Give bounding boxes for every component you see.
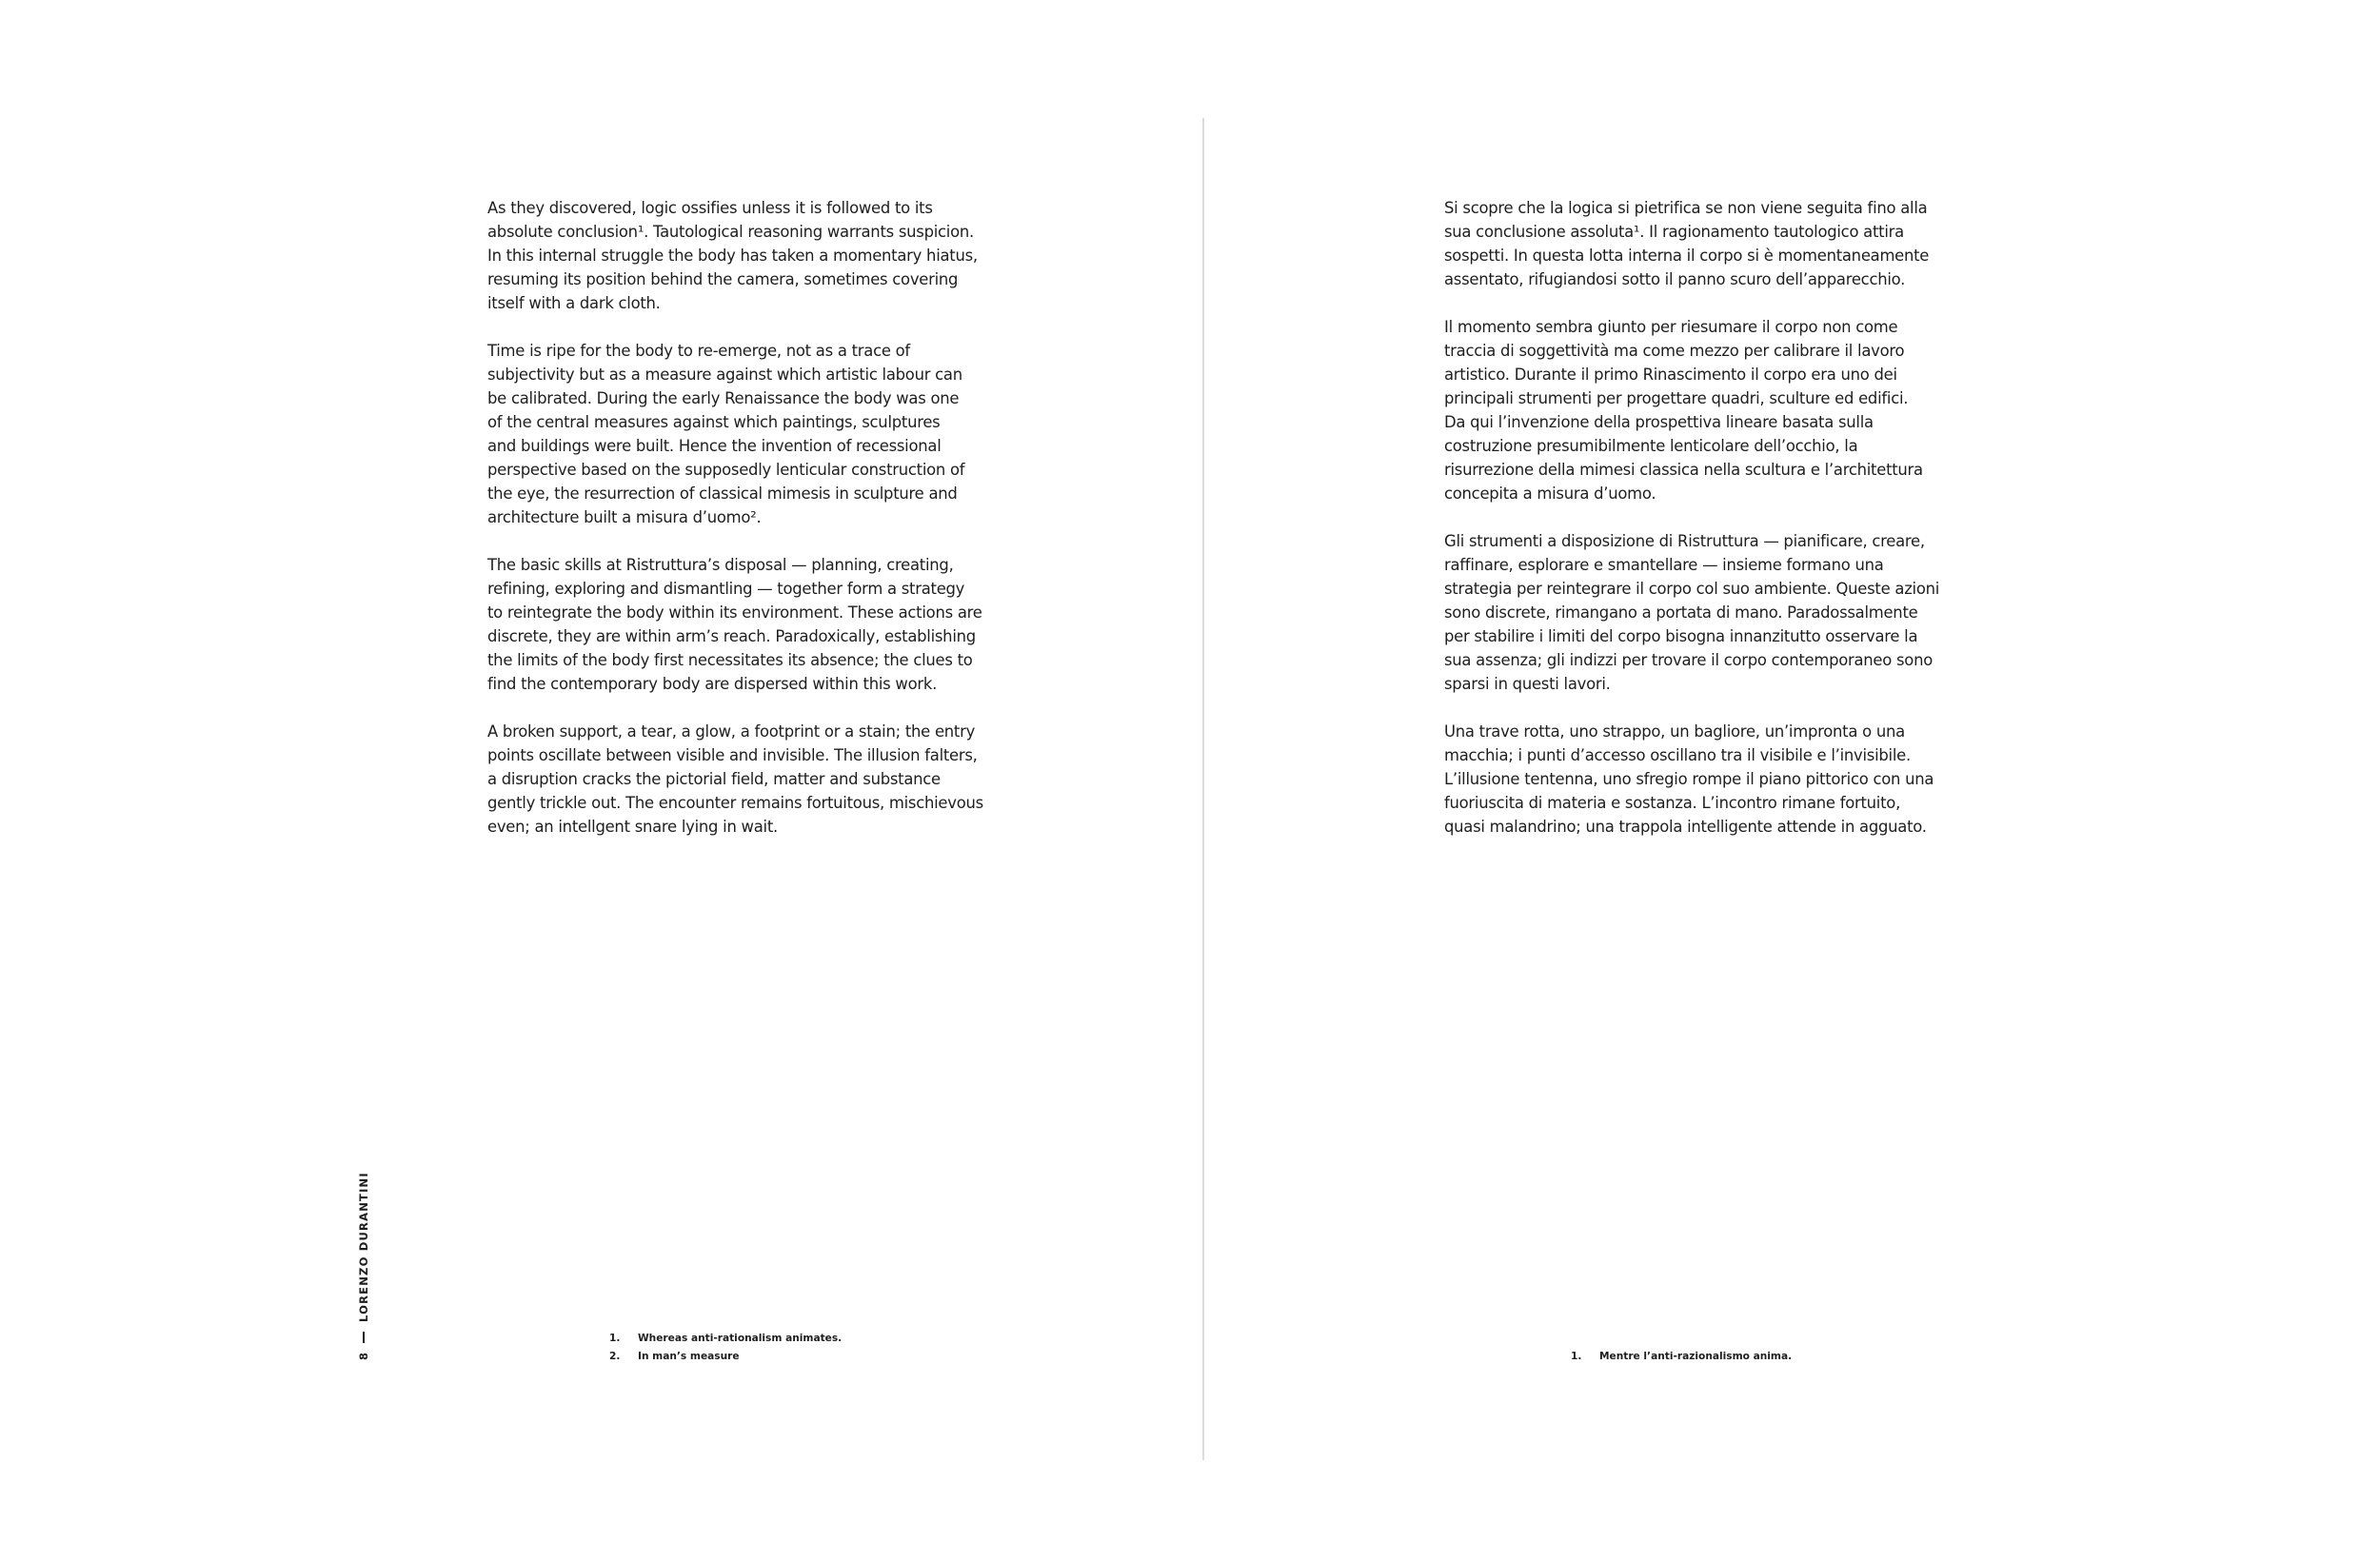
footnote-number: 2. xyxy=(609,1351,621,1362)
page-number: 8 xyxy=(357,1352,370,1360)
footnote-text: Whereas anti-rationalism animates. xyxy=(638,1333,843,1344)
right-page xyxy=(1204,0,2380,1562)
left-paragraph-1: As they discovered, logic ossifies unless it is followed to its absolute conclusion¹. Tautological reasoning warrants suspicion. In this internal struggle the body has taken a momentary hiatus, resuming its position behind the camera, sometimes covering itself with a dark cloth. xyxy=(487,199,978,312)
left-paragraph-3: The basic skills at Ristruttura’s disposal — planning, creating, refining, exploring and dismantling — together form a strategy to reintegrate the body within its environment. These actions are discrete, they are within arm’s reach. Paradoxically, establishing the limits of the body first necessitates its absence; the clues to find the contemporary body are dispersed within this work. xyxy=(487,556,982,693)
left-footnotes xyxy=(609,1330,842,1366)
right-paragraph-2: Il momento sembra giunto per riesumare il corpo non come traccia di soggettività ma come mezzo per calibrare il lavoro artistico. Durante il primo Rinascimento il corpo era uno dei principali strumenti per progettare quadri, sculture ed edifici. Da qui l’invenzione della prospettiva lineare basata sulla costruzione presumibilmente lenticolare dell’occhio, la risurrezione della mimesi classica nella scultura e l’architettura concepita a misura d’uomo. xyxy=(1444,318,1923,503)
footnote-number: 1. xyxy=(1571,1351,1582,1362)
footnote-text: Mentre l’anti-razionalismo anima. xyxy=(1599,1351,1793,1362)
footnote-number: 1. xyxy=(609,1333,621,1344)
footnote xyxy=(1571,1348,1792,1366)
running-head xyxy=(357,1172,370,1360)
right-paragraph-4: Una trave rotta, uno strappo, un bagliore, un’impronta o una macchia; i punti d’accesso oscillano tra il visibile e l’invisibile. L’illusione tentenna, uno sfregio rompe il piano pittorico con una fuoriuscita di materia e sostanza. L’incontro rimane fortuito, quasi malandrino; una trappola intelligente attende in agguato. xyxy=(1444,722,1934,836)
left-paragraph-2: Time is ripe for the body to re-emerge, not as a trace of subjectivity but as a measure against which artistic labour can be calibrated. During the early Renaissance the body was one of the central measures against which paintings, sculptures and buildings were built. Hence the invention of recessional perspective based on the supposedly lenticular construction of the eye, the resurrection of classical mimesis in sculpture and architecture built a misura d’uomo². xyxy=(487,342,965,526)
right-footnotes xyxy=(1571,1348,1792,1366)
right-paragraph-1: Si scopre che la logica si pietrifica se non viene seguita fino alla sua conclusione assoluta¹. Il ragionamento tautologico attira sospetti. In questa lotta interna il corpo si è momentaneamente assentato, rifugiandosi sotto il panno scuro dell’apparecchio. xyxy=(1444,199,1930,288)
author-name: LORENZO DURANTINI xyxy=(357,1172,370,1322)
folio-dash xyxy=(363,1332,365,1343)
footnote xyxy=(609,1330,842,1348)
right-body-text xyxy=(1444,196,1958,862)
footnote xyxy=(609,1348,842,1366)
right-paragraph-3: Gli strumenti a disposizione di Ristruttura — pianificare, creare, raffinare, esplorare e smantellare — insieme formano una strategia per reintegrare il corpo col suo ambiente. Queste azioni sono discrete, rimangano a portata di mano. Paradossalmente per stabilire i limiti del corpo bisogna innanzitutto osservare la sua assenza; gli indizzi per trovare il corpo contemporaneo sono sparsi in questi lavori. xyxy=(1444,532,1940,693)
left-body-text xyxy=(487,196,1002,862)
footnote-text: In man’s measure xyxy=(638,1351,740,1362)
left-paragraph-4: A broken support, a tear, a glow, a footprint or a stain; the entry points oscillate between visible and invisible. The illusion falters, a disruption cracks the pictorial field, matter and substance gently trickle out. The encounter remains fortuitous, mischievous even; an intellgent snare lying in wait. xyxy=(487,722,983,836)
